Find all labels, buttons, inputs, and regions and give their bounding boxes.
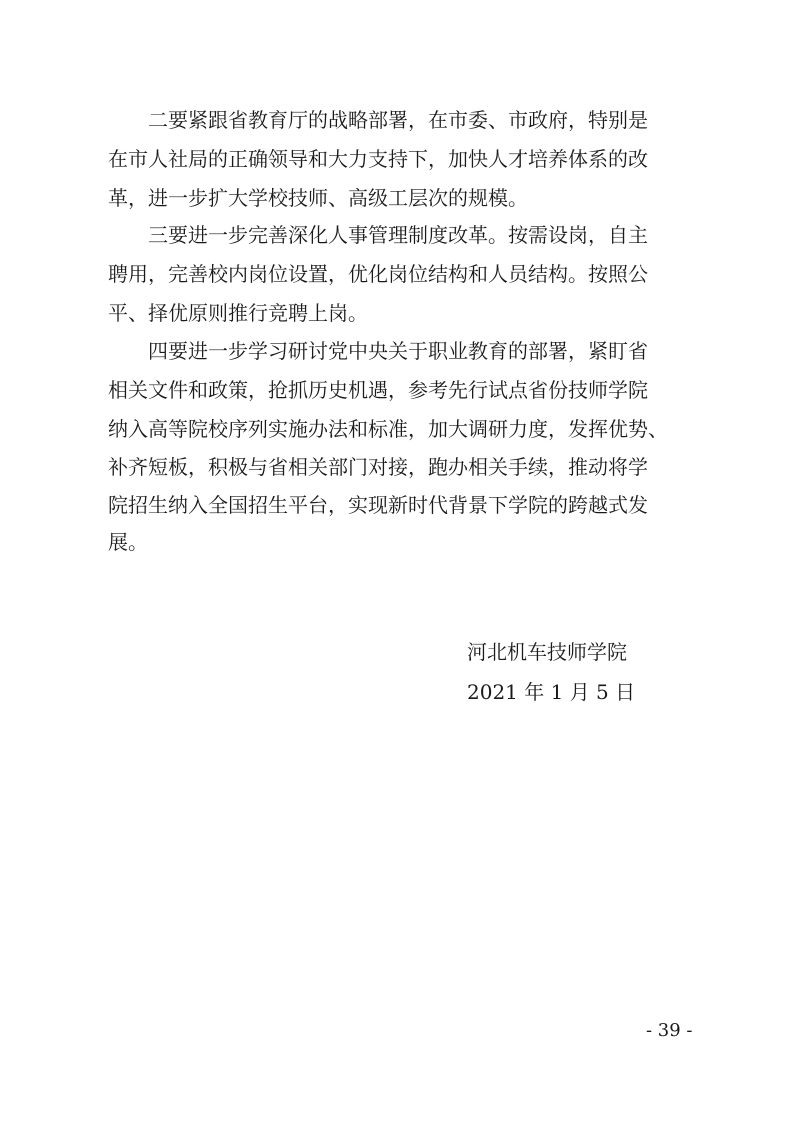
signature-organization: 河北机车技师学院 bbox=[467, 640, 627, 664]
paragraph-1-line-2: 在市人社局的正确领导和大力支持下，加快人才培养体系的改 bbox=[108, 147, 648, 171]
paragraph-2-line-3: 平、择优原则推行竞聘上岗。 bbox=[108, 301, 368, 325]
paragraph-3-line-1: 四要进一步学习研讨党中央关于职业教育的部署，紧盯省 bbox=[148, 339, 648, 363]
paragraph-1-line-3: 革，进一步扩大学校技师、高级工层次的规模。 bbox=[108, 186, 528, 210]
paragraph-1-line-1: 二要紧跟省教育厅的战略部署，在市委、市政府，特别是 bbox=[148, 108, 648, 132]
paragraph-3-line-6: 展。 bbox=[108, 530, 148, 554]
signature-date: 2021 年 1 月 5 日 bbox=[467, 680, 636, 704]
page-number: - 39 - bbox=[646, 1020, 693, 1041]
paragraph-3-line-5: 院招生纳入全国招生平台，实现新时代背景下学院的跨越式发 bbox=[108, 493, 648, 517]
paragraph-2-line-2: 聘用，完善校内岗位设置，优化岗位结构和人员结构。按照公 bbox=[108, 262, 648, 286]
paragraph-2-line-1: 三要进一步完善深化人事管理制度改革。按需设岗，自主 bbox=[148, 223, 648, 247]
paragraph-3-line-2: 相关文件和政策，抢抓历史机遇，参考先行试点省份技师学院 bbox=[108, 378, 648, 402]
paragraph-3-line-4: 补齐短板，积极与省相关部门对接，跑办相关手续，推动将学 bbox=[108, 455, 648, 479]
paragraph-3-line-3: 纳入高等院校序列实施办法和标准，加大调研力度，发挥优势、 bbox=[108, 417, 668, 441]
